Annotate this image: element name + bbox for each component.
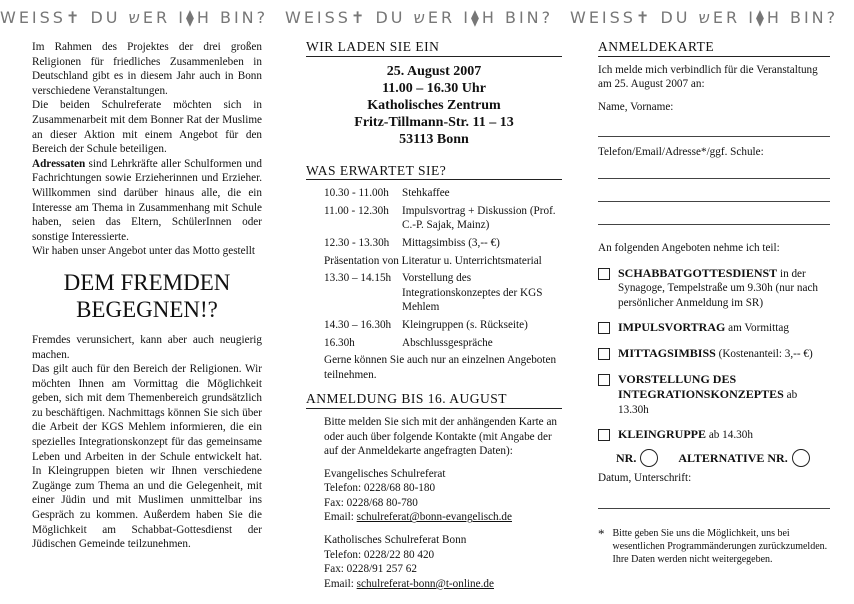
option-mittagsimbiss (598, 346, 830, 362)
contact-email-row (324, 577, 562, 592)
option-title: SCHABBATGOTTESDIENST (618, 265, 778, 280)
contact-input-line-1[interactable] (598, 160, 830, 179)
contact-input-line-2[interactable] (598, 179, 830, 202)
footnote-text: Bitte geben Sie uns die Möglichkeit, uns bei wesentlichen Programmänderungen zurückzumelden. Ihre Daten werden nicht weitergegeben. (612, 527, 828, 565)
presentation-note: Präsentation von Literatur u. Unterrichtsmaterial (324, 254, 542, 267)
header-banner (0, 8, 854, 32)
option-vorstellung (598, 372, 830, 418)
program-desc: Mittagsimbiss (3,-- €) (402, 236, 500, 249)
option-title: KLEINGRUPPE (618, 427, 707, 442)
option-title: IMPULSVORTRAG (618, 320, 726, 335)
footnote-asterisk: * (598, 525, 605, 541)
program-time: 16.30h (324, 336, 355, 349)
program-row (324, 336, 562, 351)
email-link[interactable]: schulreferat@bonn-evangelisch.de (356, 511, 512, 524)
audience-paragraph (32, 157, 262, 245)
program-list (324, 186, 562, 382)
option-title: MITTAGSIMBISS (618, 345, 716, 360)
registration-heading: ANMELDUNG BIS 16. AUGUST (306, 392, 562, 409)
middle-column (306, 40, 562, 591)
motto-line-2: BEGEGNEN!? (76, 296, 218, 322)
option-detail: am Vormittag (725, 322, 789, 335)
alternative-nr-circle-field[interactable] (792, 449, 810, 467)
program-time: 12.30 - 13.30h (324, 236, 390, 249)
checkbox[interactable] (598, 429, 610, 441)
event-city: 53113 Bonn (399, 131, 469, 147)
program-row (324, 236, 562, 251)
card-intro: Ich melde mich verbindlich für die Veranstaltung am 25. August 2007 an: (598, 63, 818, 91)
contact-input-line-3[interactable] (598, 202, 830, 225)
partial-note: Gerne können Sie auch nur an einzelnen Angeboten teilnehmen. (324, 354, 557, 381)
program-description: Das gilt auch für den Bereich der Religionen. Wir möchten Ihnen am Vormittag die Möglichkeit geben, sich mit dem Themenbereich grundsätzlich zu beschäftigen. Nachmittags können Sie sich über die Arbeit der KGS Mehlem informieren, die ein spezielles Integrationskonzept für das gemeinsame Leben und Arbeiten in der Schule entwickelt hat. In Kleingruppen bieten wir Ihnen verschiedene Zugänge zum Thema an und die Gelegenheit, mit einer Jüdin und mit Muslimen unmittelbar ins Gespräch zu kommen. Außerdem haben Sie die Möglichkeit am Schabbat-Gottesdienst der Jüdischen Gemeinde teilzunehmen. (32, 363, 262, 551)
motto (32, 269, 262, 323)
registration-text: Bitte melden Sie sich mit der anhängenden Karte an oder auch über folgende Kontakte (mit Angabe der auf der Anmeldekarte angefragten Daten): (324, 415, 557, 458)
option-detail: ab 13.30h (618, 389, 798, 416)
contact-phone: Telefon: 0228/68 80-180 (324, 482, 436, 495)
group-number-row (616, 449, 830, 467)
nr-circle-field[interactable] (640, 449, 658, 467)
checkbox[interactable] (598, 322, 610, 334)
nr-label: NR. (616, 450, 637, 465)
contact-name: Evangelisches Schulreferat (324, 467, 446, 480)
name-input-line[interactable] (598, 114, 830, 137)
email-label: Email: (324, 511, 357, 524)
alternative-nr-label: ALTERNATIVE NR. (678, 450, 788, 465)
checkbox[interactable] (598, 348, 610, 360)
motto-line-1: DEM FREMDEN (63, 269, 231, 295)
audience-text: sind Lehrkräfte aller Schulformen und Fachrichtungen sowie Erzieherinnen und Erzieher. Willkommen sind darüber hinaus alle, die ein Interesse am Thema in Zusammenhang mit Schule haben, seien das Eltern, SchülerInnen oder sonstige Interessierte. (32, 157, 262, 243)
banner-text: WEISS✝ DU שER I⧫H BIN? (0, 8, 269, 27)
option-impulsvortrag (598, 320, 830, 336)
contact-name: Katholisches Schulreferat Bonn (324, 534, 467, 547)
program-row (324, 186, 562, 201)
contact-fax: Fax: 0228/91 257 62 (324, 563, 417, 576)
program-time: 11.00 - 12.30h (324, 204, 389, 217)
signature-line[interactable] (598, 486, 830, 509)
card-heading: ANMELDEKARTE (598, 40, 830, 57)
contact-fax: Fax: 0228/68 80-780 (324, 496, 418, 509)
event-time: 11.00 – 16.30 Uhr (382, 80, 486, 96)
offers-label: An folgenden Angeboten nehme ich teil: (598, 241, 780, 254)
option-title: VORSTELLUNG DES INTEGRATIONSKONZEPTES (618, 371, 784, 402)
contact-label: Telefon/Email/Adresse*/ggf. Schule: (598, 146, 764, 159)
option-detail: in der Synagoge, Tempelstraße um 9.30h (nur nach persönlicher Anmeldung im SR) (618, 267, 819, 309)
program-time: 13.30 – 14.15h (324, 272, 392, 285)
date-signature-label: Datum, Unterschrift: (598, 471, 692, 484)
audience-label: Adressaten (32, 157, 86, 170)
event-venue: Katholisches Zentrum (367, 97, 501, 113)
event-street: Fritz-Tillmann-Str. 11 – 13 (354, 114, 514, 130)
contact-evangelical (324, 467, 562, 525)
banner-text: WEISS✝ DU שER I⧫H BIN? (570, 8, 839, 27)
checkbox[interactable] (598, 268, 610, 280)
name-label: Name, Vorname: (598, 100, 674, 113)
intro-paragraph: Im Rahmen des Projektes der drei großen Religionen für friedliches Zusammenleben in Deutschland gibt es in diesem Jahr auch in Bonn verschiedene Veranstaltungen. (32, 41, 262, 97)
footnote (598, 527, 830, 566)
program-row (324, 318, 562, 333)
program-time: 14.30 – 16.30h (324, 318, 392, 331)
expect-heading: WAS ERWARTET SIE? (306, 164, 562, 181)
email-link[interactable]: schulreferat-bonn@t-online.de (356, 577, 494, 590)
motto-intro: Wir haben unser Angebot unter das Motto gestellt (32, 245, 255, 258)
program-desc: Kleingruppen (s. Rückseite) (402, 318, 528, 331)
program-desc: Vorstellung des Integrationskonzeptes der KGS Mehlem (402, 272, 543, 314)
option-kleingruppe (598, 427, 830, 443)
program-row (324, 204, 562, 233)
program-desc: Impulsvortrag + Diskussion (Prof. C.-P. Sajak, Mainz) (402, 204, 556, 232)
event-details (306, 63, 562, 148)
option-schabbat (598, 266, 830, 311)
left-column (32, 40, 262, 552)
contact-phone: Telefon: 0228/22 80 420 (324, 548, 435, 561)
curiosity-paragraph: Fremdes verunsichert, kann aber auch neugierig machen. (32, 333, 262, 361)
checkbox[interactable] (598, 374, 610, 386)
email-label: Email: (324, 577, 357, 590)
option-detail: (Kostenanteil: 3,-- €) (715, 347, 813, 360)
event-date: 25. August 2007 (386, 63, 482, 79)
program-desc: Abschlussgespräche (402, 336, 493, 349)
program-time: 10.30 - 11.00h (324, 187, 389, 200)
option-detail: ab 14.30h (706, 429, 753, 442)
program-desc: Stehkaffee (402, 187, 450, 200)
cooperation-paragraph: Die beiden Schulreferate möchten sich in Zusammenarbeit mit dem Bonner Rat der Muslime an dieser Aktion mit einem Angebot für den Bereich der Schule beteiligen. (32, 99, 262, 156)
contact-email-row (324, 510, 562, 525)
banner-text: WEISS✝ DU שER I⧫H BIN? (285, 8, 554, 27)
program-row (324, 271, 562, 315)
contact-catholic (324, 533, 562, 591)
right-column (598, 40, 830, 566)
invite-heading: WIR LADEN SIE EIN (306, 40, 562, 57)
